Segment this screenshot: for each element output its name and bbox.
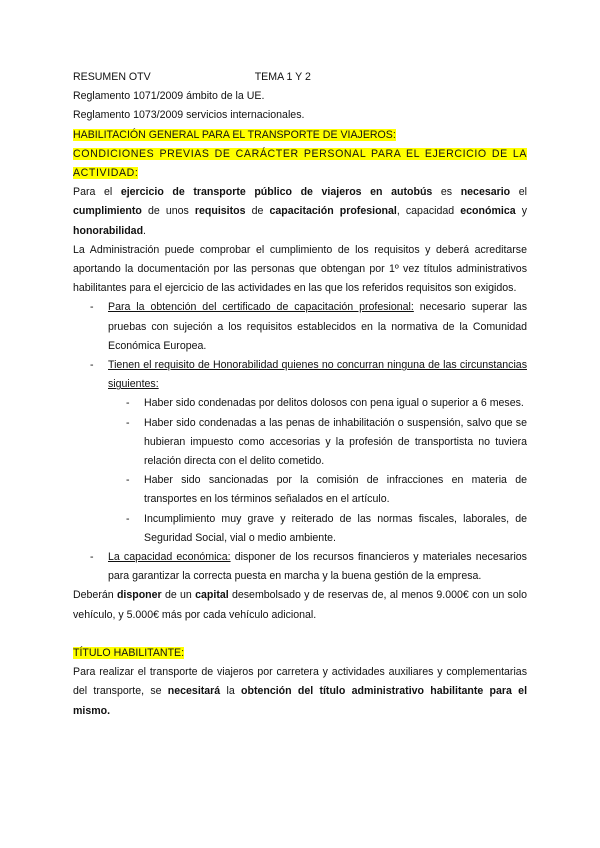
underlined-heading: La capacidad económica:	[108, 551, 231, 564]
list-item: - La capacidad económica: disponer de los recursos financieros y materiales necesarios para garantizar la correcta puesta en marcha y la buena gestión de la empresa.	[73, 548, 527, 586]
bold-term: capacitación profesional	[269, 205, 397, 218]
bold-term: capital	[195, 589, 229, 602]
list-item	[73, 356, 527, 548]
section-title-highlight: HABILITACIÓN GENERAL PARA EL TRANSPORTE DE VIAJEROS:	[73, 128, 396, 141]
dash-bullet: -	[126, 512, 130, 525]
bold-term: económica	[460, 205, 516, 218]
bold-term: ejercicio de transporte público de viajeros en autobús	[120, 186, 433, 199]
dash-bullet: -	[126, 397, 130, 410]
bold-term: cumplimiento	[73, 205, 142, 218]
header-left: RESUMEN OTV	[73, 71, 151, 83]
document-content	[73, 68, 527, 721]
section-title	[73, 126, 527, 145]
underlined-heading: Para la obtención del certificado de capacitación profesional:	[108, 301, 414, 314]
bold-term: necesario	[460, 186, 511, 199]
bold-term: requisitos	[194, 205, 246, 218]
regulation-line: Reglamento 1073/2009 servicios internacionales.	[73, 109, 305, 122]
section-title-highlight: TÍTULO HABILITANTE:	[73, 646, 185, 659]
requirements-list	[73, 298, 527, 586]
regulation-line: Reglamento 1071/2009 ámbito de la UE.	[73, 90, 265, 103]
sublist-item: - Incumplimiento muy grave y reiterado de las normas fiscales, laborales, de Seguridad Social, vial o medio ambiente.	[108, 510, 527, 548]
sublist-item: - Haber sido condenadas por delitos dolosos con pena igual o superior a 6 meses.	[108, 394, 527, 413]
document-header	[73, 68, 527, 87]
blank-line	[73, 625, 527, 644]
intro-paragraph: Para el ejercicio de transporte público de viajeros en autobús es necesario el cumplimiento de unos requisitos de capacitación profesional, capacidad económica y honorabilidad.	[73, 186, 527, 237]
sublist-item: - Haber sido condenadas a las penas de inhabilitación o suspensión, salvo que se hubieran impuesto como accesorias y la profesión de transportista no tuviera relación directa con el delito cometido.	[108, 414, 527, 472]
section-title	[73, 644, 527, 663]
bold-term: necesitará	[167, 685, 221, 698]
dash-bullet: -	[126, 474, 130, 487]
bold-term: obtención del título administrativo habilitante para el mismo.	[73, 685, 528, 717]
dash-bullet: -	[126, 416, 130, 429]
dash-bullet: -	[90, 359, 94, 372]
section-subtitle-highlight: CONDICIONES PREVIAS DE CARÁCTER PERSONAL PARA EL EJERCICIO DE LA ACTIVIDAD:	[73, 147, 527, 180]
dash-bullet: -	[90, 551, 94, 564]
bold-term: honorabilidad	[73, 224, 144, 237]
capital-paragraph: Deberán disponer de un capital desembolsado y de reservas de, al menos 9.000€ con un solo vehículo, y 5.000€ más por cada vehículo adicional.	[73, 589, 527, 621]
sublist-item: - Haber sido sancionadas por la comisión de infracciones en materia de transportes en los términos señalados en el artículo.	[108, 471, 527, 509]
section-subtitle	[73, 145, 527, 183]
bold-term: disponer	[116, 589, 162, 602]
header-right: TEMA 1 Y 2	[254, 71, 311, 83]
list-item: - Para la obtención del certificado de capacitación profesional: necesario superar las pruebas con sujeción a los requisitos establecidos en la normativa de la Comunidad Económica Europea.	[73, 298, 527, 356]
dash-bullet: -	[90, 301, 94, 314]
honorability-sublist	[108, 394, 527, 548]
title-paragraph: Para realizar el transporte de viajeros por carretera y actividades auxiliares y complementarias del transporte, se necesitará la obtención del título administrativo habilitante para el mismo.	[73, 666, 528, 717]
underlined-heading: Tienen el requisito de Honorabilidad quienes no concurran ninguna de las circunstancias siguientes:	[108, 359, 527, 391]
admin-paragraph: La Administración puede comprobar el cumplimiento de los requisitos y deberá acreditarse aportando la documentación por las personas que obtengan por 1º vez títulos administrativos habilitantes para el ejercicio de las actividades en las que los referidos requisitos son exigidos.	[73, 243, 527, 295]
